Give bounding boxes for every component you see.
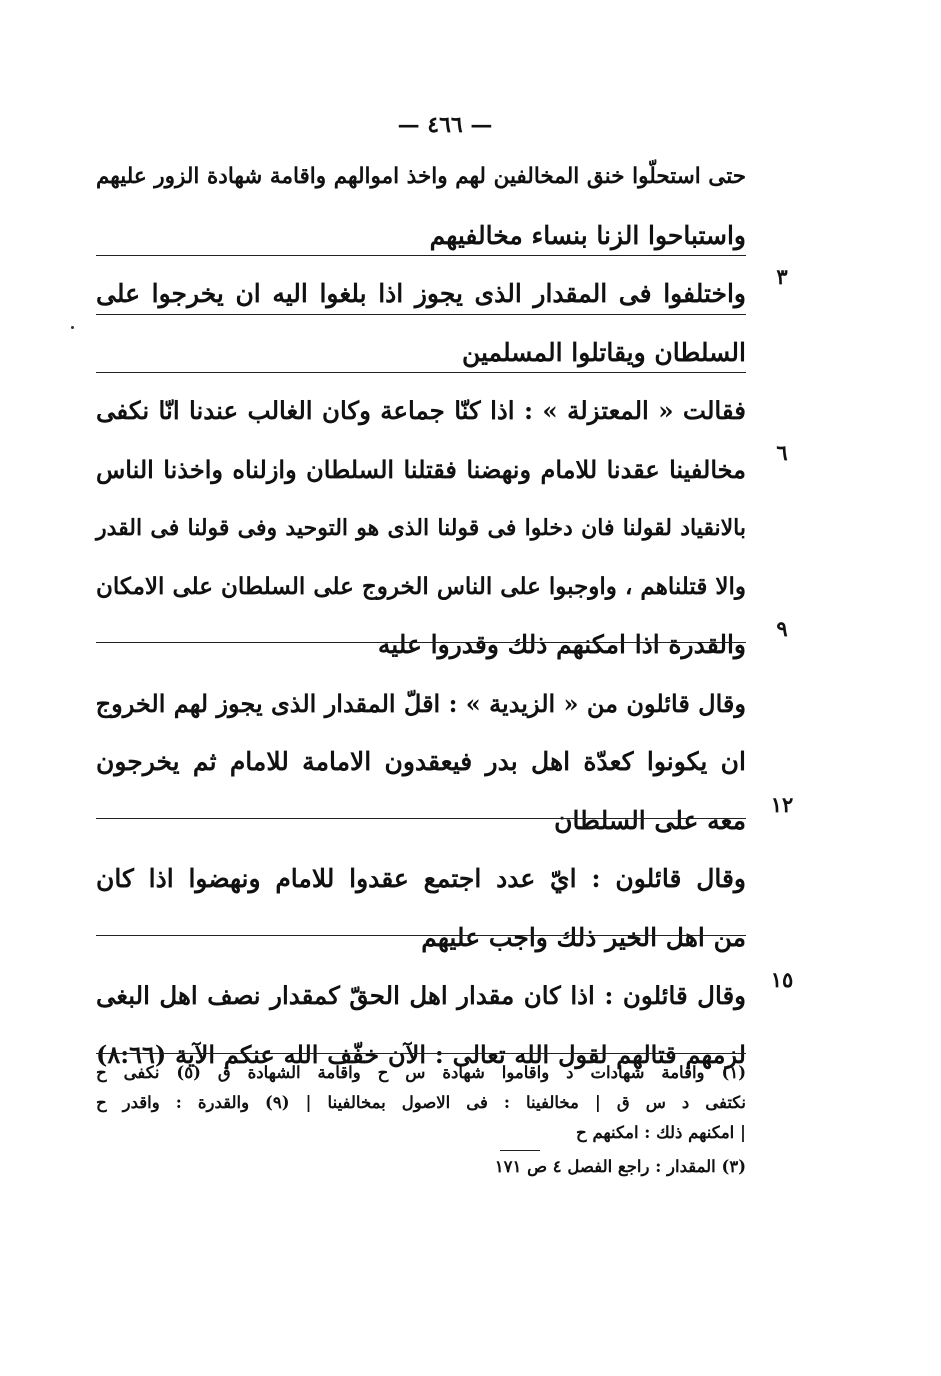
line-number: ٦ [776,440,788,465]
text-line: معه على السلطان [554,805,746,835]
footnote-separator [96,1053,746,1054]
text-line: السلطان ويقاتلوا المسلمين [461,337,746,367]
line-number: ١٢ [770,792,794,817]
text-line: حتى استحلّوا خنق المخالفين لهم واخذ اموالهم واقامة شهادة الزور عليهم [96,164,746,189]
footnote-line: (٣) المقدار : راجع الفصل ٤ ص ١٧١ [494,1157,746,1176]
footnote-line: (١) واقامة شهادات د واقاموا شهادة س ح واقامة الشهادة ق (٥) نكفى ح [96,1063,746,1082]
text-line: مخالفينا عقدنا للامام ونهضنا فقتلنا السلطان وازلناه واخذنا الناس [96,454,746,484]
text-line: وقال قائلون : اذا كان مقدار اهل الحقّ كمقدار نصف اهل البغى [96,981,746,1010]
ink-speck [71,326,74,329]
footnote-line: | امكنهم ذلك : امكنهم ح [576,1123,746,1142]
text-line: وقال قائلون من « الزيدية » : اقلّ المقدار الذى يجوز لهم الخروج [95,688,746,718]
text-line: والا قتلناهم ، واوجبوا على الناس الخروج على السلطان على الامكان [96,572,746,600]
paragraph-rule [96,642,746,643]
text-line: ان يكونوا كعدّة اهل بدر فيعقدون الامامة للامام ثم يخرجون [96,747,746,776]
main-text [96,148,746,1084]
text-line: من اهل الخير ذلك واجب عليهم [421,922,746,952]
footnotes [96,1058,746,1182]
text-line: فقالت « المعتزلة » : اذا كنّا جماعة وكان الغالب عندنا انّا نكفى [96,396,746,425]
text-line: والقدرة اذا امكنهم ذلك وقدروا عليه [377,630,746,659]
text-line: لزمهم قتالهم لقول الله تعالى : الآن خفّف الله عنكم الآية (٨:٦٦) [96,1039,746,1069]
text-line: واختلفوا فى المقدار الذى يجوز اذا بلغوا اليه ان يخرجوا على [96,279,746,308]
line-number: ٩ [776,616,788,641]
paragraph-rule [96,935,746,936]
text-line: واستباحوا الزنا بنساء مخالفيهم [429,220,746,250]
text-line: وقال قائلون : ايّ عدد اجتمع عقدوا للامام ونهضوا اذا كان [96,864,746,893]
footnote-line: نكتفى د س ق | مخالفينا : فى الاصول بمخالفينا | (٩) والقدرة : واقدر ح [96,1093,746,1112]
footnote-rule [500,1150,540,1151]
paragraph-rule [96,818,746,819]
text-line: بالانقياد لقولنا فان دخلوا فى قولنا الذى هو التوحيد وفى قولنا فى القدر [96,515,746,541]
paragraph-rule [96,314,746,315]
paragraph-rule [96,372,746,373]
paragraph-rule [96,255,746,256]
page-number: — ٤٦٦ — [397,112,493,138]
line-number: ١٥ [770,967,794,992]
line-number: ٣ [776,264,788,289]
